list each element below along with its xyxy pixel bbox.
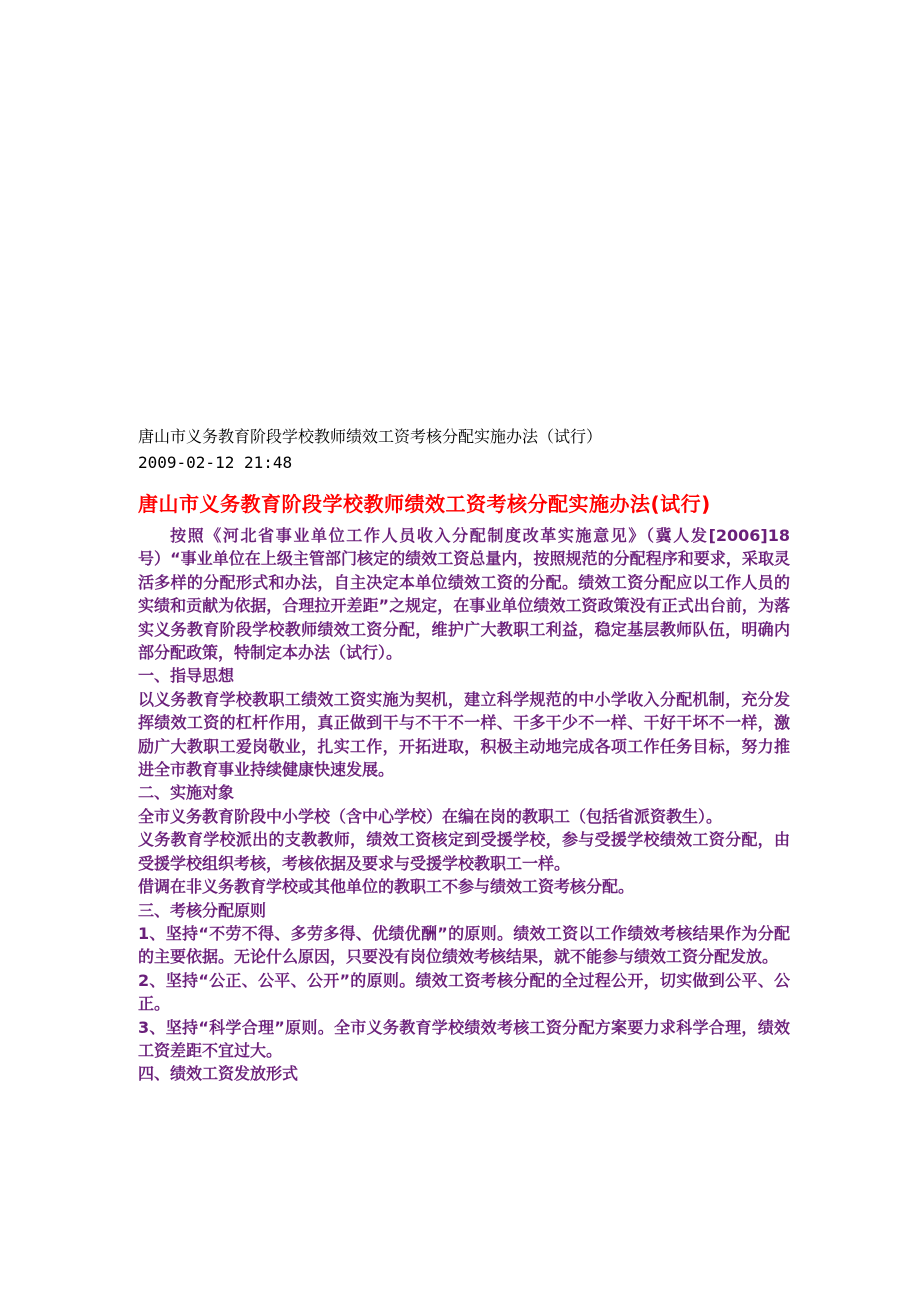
section-heading-targets: 二、实施对象 [138,783,235,803]
section-targets-p2: 义务教育学校派出的支教教师，绩效工资核定到受援学校，参与受援学校绩效工资分配，由受援学校组织考核，考核依据及要求与受援学校教职工一样。 [138,830,790,873]
post-date: 2009-02-12 21:48 [138,453,293,472]
document-page [138,424,790,1086]
article-body [138,524,790,1086]
section-targets-p1: 全市义务教育阶段中小学校（含中心学校）在编在岗的教职工（包括省派资教生）。 [138,806,723,826]
section-heading-principles: 三、考核分配原则 [138,900,267,920]
article-title: 唐山市义务教育阶段学校教师绩效工资考核分配实施办法(试行) [138,492,711,516]
section-guiding-ideology-text: 以义务教育学校教职工绩效工资实施为契机，建立科学规范的中小学收入分配机制，充分发挥绩效工资的杠杆作用，真正做到干与不干不一样、干多干少不一样、干好干坏不一样，激励广大教职工爱岗敬业，扎实工作，开拓进取，积极主动地完成各项工作任务目标，努力推进全市教育事业持续健康快速发展。 [138,689,790,780]
section-heading-guiding-ideology: 一、指导思想 [138,666,235,686]
section-principles-p1: 1、坚持“不劳不得、多劳多得、优绩优酬”的原则。绩效工资以工作绩效考核结果作为分配的主要依据。无论什么原因，只要没有岗位绩效考核结果，就不能参与绩效工资分配发放。 [138,923,790,967]
intro-paragraph: 按照《河北省事业单位工作人员收入分配制度改革实施意见》（冀人发[2006]18号）“事业单位在上级主管部门核定的绩效工资总量内，按照规范的分配程序和要求，采取灵活多样的分配形式和办法，自主决定本单位绩效工资的分配。绩效工资分配应以工作人员的实绩和贡献为依据，合理拉开差距”之规定，在事业单位绩效工资政策没有正式出台前，为落实义务教育阶段学校教师绩效工资分配，维护广大教职工利益，稳定基层教师队伍，明确内部分配政策，特制定本办法（试行）。 [138,526,790,663]
section-principles-p2: 2、坚持“公正、公平、公开”的原则。绩效工资考核分配的全过程公开，切实做到公平、公正。 [138,970,790,1014]
section-principles-p3: 3、坚持“科学合理”原则。全市义务教育学校绩效考核工资分配方案要力求科学合理，绩效工资差距不宜过大。 [138,1017,790,1060]
section-targets-p3: 借调在非义务教育学校或其他单位的教职工不参与绩效工资考核分配。 [138,877,635,897]
section-heading-payment-form: 四、绩效工资发放形式 [138,1064,299,1084]
doc-heading: 唐山市义务教育阶段学校教师绩效工资考核分配实施办法（试行） [138,427,603,446]
